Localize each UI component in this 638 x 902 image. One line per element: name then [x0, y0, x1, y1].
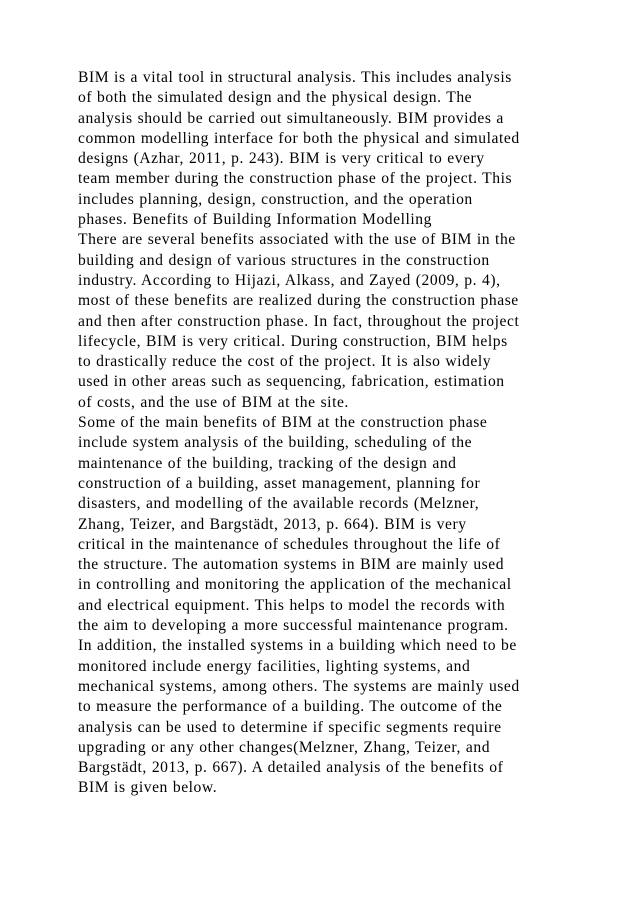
text-line: used in other areas such as sequencing, fabrication, estimation — [78, 373, 505, 391]
text-line: phases. Benefits of Building Information Modelling — [78, 211, 432, 229]
text-line: There are several benefits associated with the use of BIM in the — [78, 231, 516, 249]
text-line: Some of the main benefits of BIM at the construction phase — [78, 414, 488, 432]
text-line: disasters, and modelling of the available records (Melzner, — [78, 495, 480, 513]
text-line: of both the simulated design and the physical design. The — [78, 89, 473, 107]
text-line: includes planning, design, construction, and the operation — [78, 190, 473, 208]
text-line: analysis should be carried out simultaneously. BIM provides a — [78, 109, 504, 127]
text-line: Zhang, Teizer, and Bargstädt, 2013, p. 664). BIM is very — [78, 515, 467, 533]
text-line: common modelling interface for both the physical and simulated — [78, 129, 520, 147]
text-line: industry. According to Hijazi, Alkass, and Zayed (2009, p. 4), — [78, 271, 501, 289]
text-line: upgrading or any other changes(Melzner, Zhang, Teizer, and — [78, 738, 491, 756]
body-text — [78, 68, 568, 799]
text-line: building and design of various structures in the construction — [78, 251, 490, 269]
text-line: and then after construction phase. In fact, throughout the project — [78, 312, 520, 330]
text-line: Bargstädt, 2013, p. 667). A detailed analysis of the benefits of — [78, 759, 504, 777]
text-line: team member during the construction phase of the project. This — [78, 170, 513, 188]
text-line: construction of a building, asset management, planning for — [78, 474, 481, 492]
text-line: monitored include energy facilities, lighting systems, and — [78, 657, 471, 675]
text-line: include system analysis of the building, scheduling of the — [78, 434, 473, 452]
text-line: BIM is a vital tool in structural analysis. This includes analysis — [78, 69, 512, 86]
text-line: of costs, and the use of BIM at the site. — [78, 393, 349, 411]
text-line: maintenance of the building, tracking of the design and — [78, 454, 457, 472]
text-line: to drastically reduce the cost of the project. It is also widely — [78, 353, 492, 371]
text-line: In addition, the installed systems in a building which need to be — [78, 637, 517, 655]
text-line: to measure the performance of a building. The outcome of the — [78, 698, 503, 716]
text-line: lifecycle, BIM is very critical. During construction, BIM helps — [78, 332, 508, 350]
text-line: critical in the maintenance of schedules throughout the life of — [78, 535, 501, 553]
text-line: mechanical systems, among others. The systems are mainly used — [78, 677, 520, 695]
text-line: designs (Azhar, 2011, p. 243). BIM is very critical to every — [78, 150, 485, 168]
text-line: in controlling and monitoring the application of the mechanical — [78, 576, 512, 594]
text-line: most of these benefits are realized during the construction phase — [78, 292, 519, 310]
text-line: analysis can be used to determine if specific segments require — [78, 718, 502, 736]
text-line: and electrical equipment. This helps to model the records with — [78, 596, 506, 614]
text-line: BIM is given below. — [78, 779, 218, 797]
text-line: the structure. The automation systems in BIM are mainly used — [78, 556, 505, 574]
text-line: the aim to developing a more successful maintenance program. — [78, 617, 509, 635]
